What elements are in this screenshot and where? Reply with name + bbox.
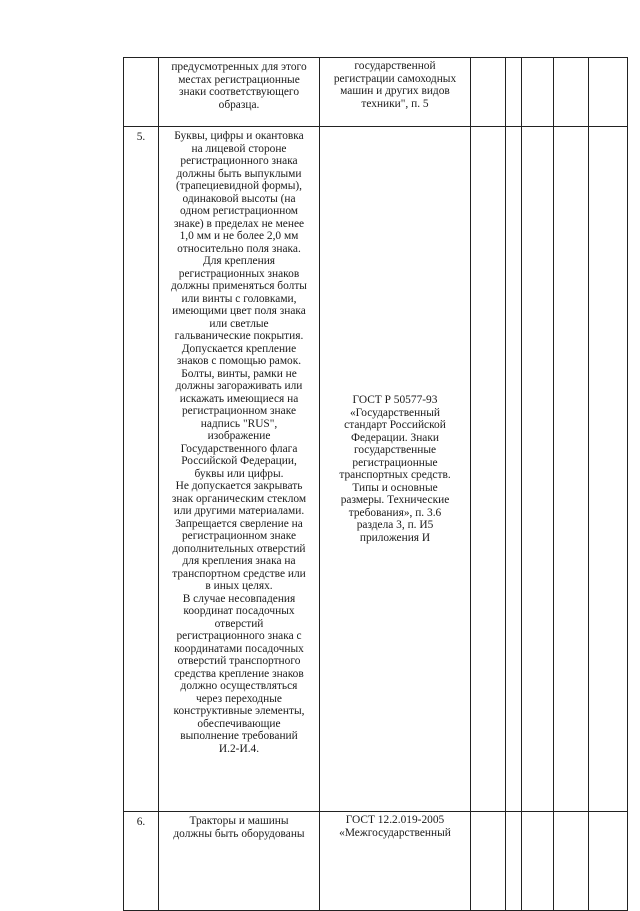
empty-cell	[522, 812, 554, 911]
reference-cell	[320, 812, 471, 911]
text-line: Типы и основные	[352, 481, 438, 494]
text-line: машин и других видов	[340, 85, 450, 97]
row-number	[124, 58, 159, 127]
empty-cell	[471, 812, 506, 911]
text-line: одинаковой высоты (на	[182, 192, 296, 205]
text-line: регистрации самоходных	[333, 72, 457, 85]
text-line: раздела 3, п. И5	[356, 519, 434, 531]
text-line: обеспечивающие	[197, 717, 281, 730]
text-line: знаки соответствующего	[178, 86, 300, 98]
text-line: Государственного флага	[180, 442, 298, 455]
text-line: через переходные	[195, 692, 282, 705]
text-line: для крепления знака на	[182, 555, 296, 567]
text-line: гальванические покрытия.	[174, 330, 304, 342]
text-line: отверстий	[214, 617, 264, 630]
table-row	[124, 58, 628, 127]
text-line: размеры. Технические	[340, 494, 450, 506]
text-line: на лицевой стороне	[191, 142, 287, 155]
text-line: Допускается крепление	[181, 342, 297, 355]
text-line: должны быть выпуклыми	[176, 167, 302, 180]
text-line: знаке) в пределах не менее	[173, 217, 305, 230]
row-number: 5.	[124, 127, 159, 812]
text-line: Для крепления	[202, 255, 276, 267]
text-line: средства крепление знаков	[174, 667, 304, 680]
text-line: регистрационного знака с	[176, 630, 302, 642]
empty-cell	[506, 127, 522, 812]
text-line: регистрационном знаке	[181, 530, 296, 542]
text-line: Федерации. Знаки	[351, 431, 439, 444]
text-line: координатами посадочных	[174, 642, 304, 655]
text-line: дополнительных отверстий	[172, 542, 306, 555]
text-line: государственные	[353, 444, 437, 456]
text-line: изображение	[207, 430, 271, 442]
text-line: техники", п. 5	[361, 97, 429, 110]
text-line: знак органическим стеклом	[171, 492, 307, 505]
text-line: Болты, винты, рамки не	[181, 367, 297, 380]
text-line: искажать имеющиеся на	[179, 392, 299, 405]
empty-cell	[522, 127, 554, 812]
text-line: регистрационных знаков	[178, 267, 300, 280]
text-line: 1,0 мм и не более 2,0 мм	[179, 230, 299, 242]
text-line: или другими материалами.	[173, 505, 305, 517]
text-line: Российской Федерации,	[181, 455, 297, 467]
text-line: регистрационном знаке	[181, 405, 296, 417]
text-line: надпись "RUS",	[200, 417, 278, 430]
reference-cell	[320, 58, 471, 127]
text-line: государственной	[354, 60, 436, 72]
text-line: предусмотренных для этого	[171, 61, 307, 73]
requirement-cell	[159, 812, 320, 911]
requirement-cell	[159, 127, 320, 812]
text-line: ГОСТ Р 50577-93	[352, 394, 438, 406]
text-line: конструктивные элементы,	[173, 705, 305, 717]
empty-cell	[471, 127, 506, 812]
text-line: транспортных средств.	[339, 469, 451, 481]
text-line: «Государственный	[349, 406, 441, 419]
text-line: имеющими цвет поля знака	[172, 305, 306, 317]
text-line: Буквы, цифры и окантовка	[174, 130, 304, 142]
text-line: ГОСТ 12.2.019-2005	[345, 814, 445, 826]
text-line: В случае несовпадения	[182, 592, 296, 605]
text-line: образца.	[218, 98, 260, 111]
empty-cell	[506, 812, 522, 911]
text-line: И.2-И.4.	[218, 742, 260, 755]
table-row	[124, 127, 628, 812]
requirements-table	[123, 57, 628, 911]
requirement-cell	[159, 58, 320, 127]
text-line: буквы или цифры.	[194, 467, 284, 480]
empty-cell	[589, 58, 628, 127]
text-line: знаков с помощью рамок.	[176, 355, 302, 367]
text-line: Запрещается сверление на	[175, 517, 303, 530]
text-line: должны быть оборудованы	[173, 827, 305, 840]
empty-cell	[589, 812, 628, 911]
text-line: относительно поля знака.	[177, 242, 301, 255]
text-line: требования», п. 3.6	[348, 506, 442, 519]
text-line: регистрационного знака	[180, 155, 298, 167]
text-line: (трапециевидной формы),	[175, 180, 302, 192]
text-line: «Межгосударственный	[339, 826, 451, 839]
empty-cell	[522, 58, 554, 127]
text-line: должны применяться болты	[171, 280, 307, 292]
text-line: выполнение требований	[180, 730, 298, 742]
text-line: стандарт Российской	[344, 419, 446, 431]
text-line: или светлые	[209, 317, 269, 330]
empty-cell	[554, 58, 589, 127]
text-line: местах регистрационные	[178, 73, 300, 86]
empty-cell	[506, 58, 522, 127]
text-line: должно осуществляться	[180, 680, 298, 692]
empty-cell	[554, 127, 589, 812]
reference-cell	[320, 127, 471, 812]
text-line: должны загораживать или	[175, 380, 303, 392]
text-line: координат посадочных	[183, 605, 295, 617]
empty-cell	[471, 58, 506, 127]
text-line: приложения И	[359, 531, 431, 544]
text-line: регистрационные	[352, 456, 438, 469]
text-line: в иных целях.	[205, 580, 273, 592]
text-line: транспортном средстве или	[172, 567, 306, 580]
row-number: 6.	[124, 812, 159, 911]
text-line: или винты с головками,	[181, 292, 297, 305]
empty-cell	[589, 127, 628, 812]
text-line: отверстий транспортного	[177, 655, 301, 667]
text-line: Тракторы и машины	[189, 815, 289, 827]
empty-cell	[554, 812, 589, 911]
text-line: одном регистрационном	[180, 205, 298, 217]
table-row	[124, 812, 628, 911]
text-line: Не допускается закрывать	[175, 480, 303, 492]
